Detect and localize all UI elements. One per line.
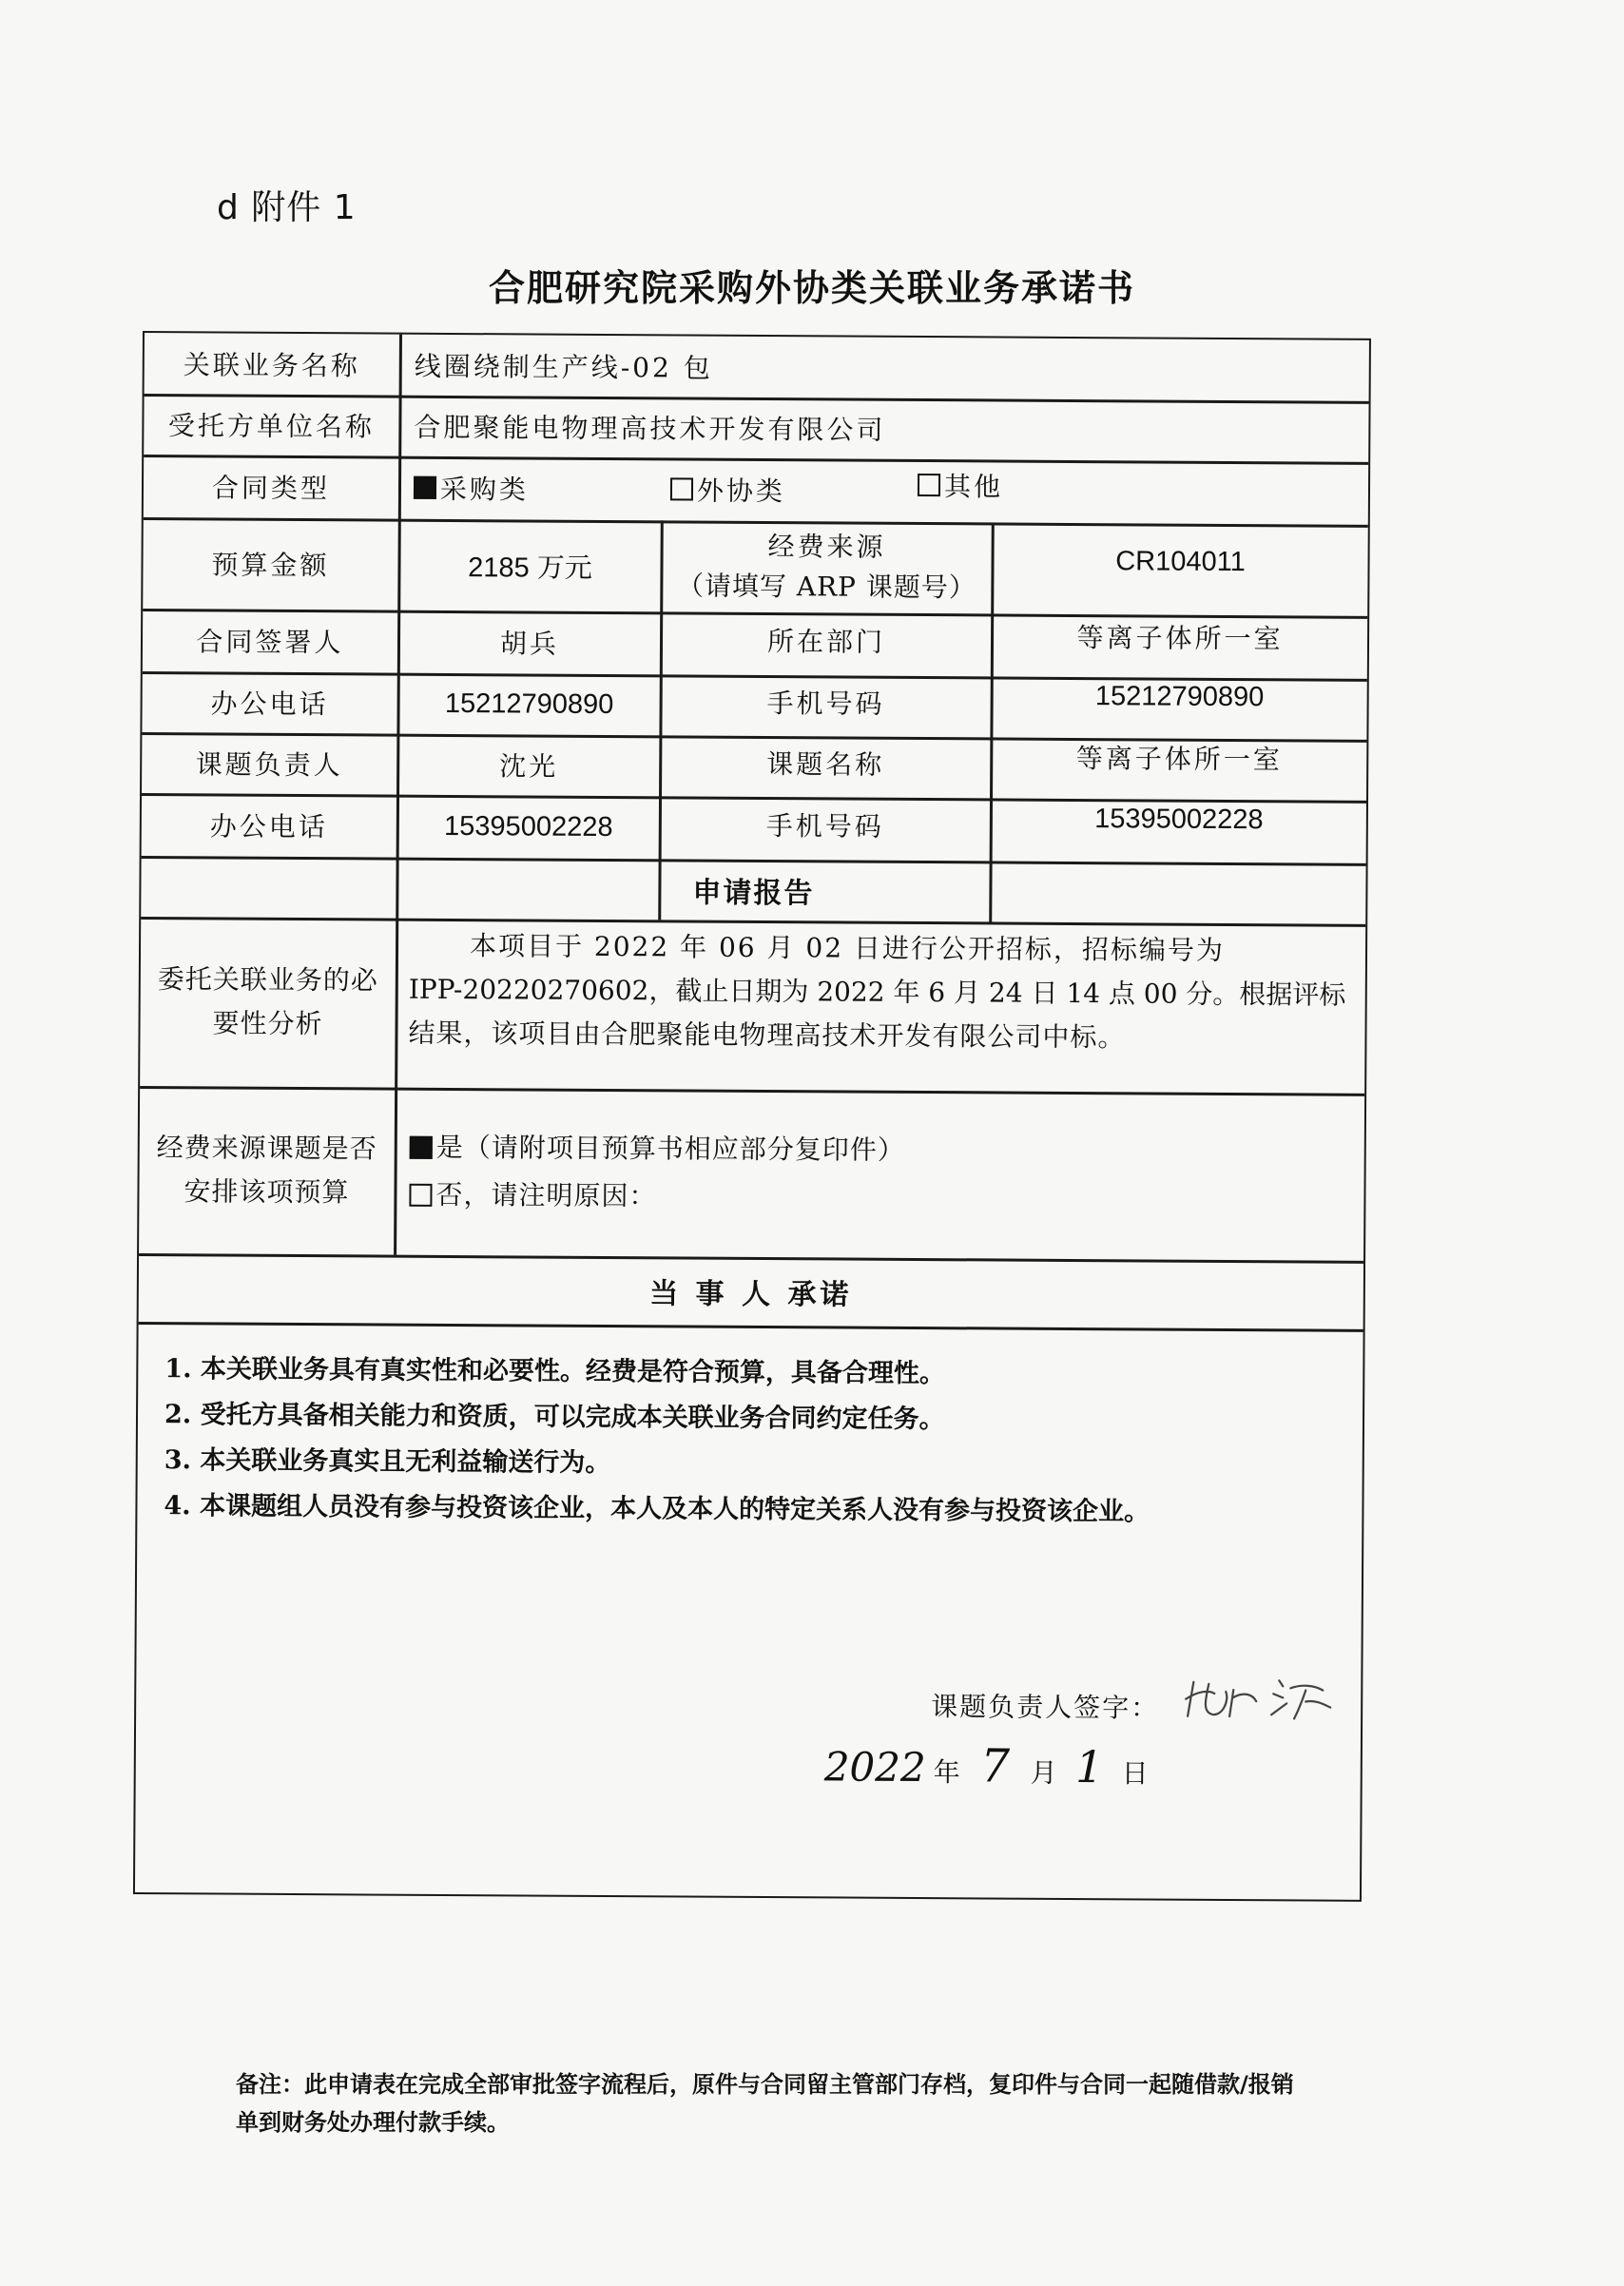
business-name-value: 线圈绕制生产线-02 包 bbox=[414, 350, 713, 384]
mobile-label: 手机号码 bbox=[766, 688, 885, 720]
commitment-form bbox=[133, 331, 1371, 1902]
date-day-unit: 日 bbox=[1121, 1757, 1150, 1790]
office-phone-2-value: 15395002228 bbox=[444, 810, 613, 843]
mobile-2-label: 手机号码 bbox=[765, 810, 884, 843]
date-month: 7 bbox=[980, 1739, 1013, 1793]
date-month-unit: 月 bbox=[1030, 1756, 1059, 1789]
option-purchase-label: 采购类 bbox=[439, 473, 530, 506]
office-phone-label: 办公电话 bbox=[210, 688, 329, 721]
funding-source-label-line1: 经费来源 bbox=[767, 531, 886, 563]
date-year-unit: 年 bbox=[933, 1756, 962, 1789]
funding-source-label-line2: （请填写 ARP 课题号） bbox=[676, 570, 976, 604]
commitment-item: 1. 本关联业务具有真实性和必要性。经费是符合预算，具备合理性。 bbox=[164, 1354, 946, 1389]
footnote bbox=[236, 2065, 1396, 2141]
handwritten-signature bbox=[1180, 1673, 1351, 1729]
necessity-text-line3: 结果，该项目由合肥聚能电物理高技术开发有限公司中标。 bbox=[408, 1017, 1126, 1054]
funding-arranged-label bbox=[139, 1086, 395, 1255]
checkbox-icon bbox=[670, 477, 693, 500]
department-value: 等离子体所一室 bbox=[1076, 622, 1284, 655]
option-other-label: 其他 bbox=[943, 471, 1004, 503]
funding-no-option[interactable] bbox=[409, 1172, 1350, 1225]
necessity-label-line2: 要性分析 bbox=[212, 1007, 323, 1040]
funding-yes-label: 是（请附项目预算书相应部分复印件） bbox=[435, 1131, 905, 1166]
attachment-label: d 附件 1 bbox=[217, 188, 357, 227]
funding-arranged-label-line2: 安排该项预算 bbox=[184, 1175, 350, 1209]
office-phone-value: 15212790890 bbox=[444, 688, 614, 720]
budget-label: 预算金额 bbox=[211, 549, 330, 582]
commitment-heading: 当 事 人 承诺 bbox=[649, 1277, 853, 1312]
footnote-line1: 备注：此申请表在完成全部审批签字流程后，原件与合同留主管部门存档，复印件与合同一起随借款/报销 bbox=[236, 2071, 1294, 2098]
project-lead-label: 课题负责人 bbox=[195, 748, 343, 782]
contract-type-option-outsourcing[interactable] bbox=[657, 457, 895, 522]
commitment-list bbox=[164, 1346, 1334, 1537]
commitment-item: 4. 本课题组人员没有参与投资该企业，本人及本人的特定关系人没有参与投资该企业。 bbox=[164, 1491, 1150, 1527]
trustee-label: 受托方单位名称 bbox=[167, 410, 375, 443]
department-label: 所在部门 bbox=[766, 626, 886, 658]
checked-box-icon bbox=[414, 476, 436, 499]
contract-type-label: 合同类型 bbox=[211, 472, 331, 505]
contract-type-option-other[interactable] bbox=[904, 454, 1142, 518]
option-outsourcing-label: 外协类 bbox=[696, 475, 786, 508]
necessity-text-line1: 本项目于 2022 年 06 月 02 日进行公开招标，招标编号为 bbox=[469, 930, 1226, 966]
funding-source-label bbox=[662, 520, 992, 613]
project-name-label: 课题名称 bbox=[766, 748, 885, 781]
checkbox-icon bbox=[409, 1184, 432, 1207]
application-report-heading: 申请报告 bbox=[692, 876, 815, 911]
page-title: 合肥研究院采购外协类关联业务承诺书 bbox=[488, 267, 1135, 309]
project-name-value: 等离子体所一室 bbox=[1075, 743, 1283, 776]
signature-date bbox=[824, 1738, 1150, 1793]
commitment-item: 2. 受托方具备相关能力和资质，可以完成本关联业务合同约定任务。 bbox=[164, 1400, 945, 1435]
necessity-text bbox=[408, 924, 1356, 1061]
signature-label: 课题负责人签字： bbox=[931, 1691, 1160, 1724]
checked-box-icon bbox=[410, 1136, 433, 1159]
funding-arranged-label-line1: 经费来源课题是否 bbox=[156, 1132, 377, 1165]
checkbox-icon bbox=[918, 474, 940, 496]
project-lead-value: 沈光 bbox=[499, 750, 559, 783]
footnote-line2: 单到财务处办理付款手续。 bbox=[236, 2109, 510, 2136]
date-day: 1 bbox=[1074, 1741, 1106, 1793]
necessity-label bbox=[140, 917, 396, 1088]
budget-value: 2185 万元 bbox=[468, 552, 592, 584]
funding-no-label: 否，请注明原因： bbox=[435, 1178, 657, 1212]
business-name-label: 关联业务名称 bbox=[183, 349, 360, 382]
mobile-2-value: 15395002228 bbox=[1094, 803, 1264, 835]
contract-type-option-purchase[interactable] bbox=[400, 456, 638, 521]
date-year: 2022 bbox=[823, 1743, 926, 1792]
commitment-item: 3. 本关联业务真实且无利益输送行为。 bbox=[164, 1445, 611, 1479]
funding-yes-option[interactable] bbox=[410, 1124, 1351, 1177]
office-phone-2-label: 办公电话 bbox=[209, 810, 328, 843]
necessity-label-line1: 委托关联业务的必 bbox=[157, 963, 378, 997]
funding-arranged-options bbox=[409, 1124, 1351, 1225]
necessity-text-line2: IPP-20220270602，截止日期为 2022 年 6 月 24 日 14 点 00 分。根据评标 bbox=[408, 973, 1346, 1011]
signer-label: 合同签署人 bbox=[196, 626, 344, 659]
mobile-value: 15212790890 bbox=[1094, 680, 1265, 712]
funding-source-value: CR104011 bbox=[1115, 545, 1246, 577]
trustee-value: 合肥聚能电物理高技术开发有限公司 bbox=[414, 411, 886, 446]
signer-value: 胡兵 bbox=[499, 628, 560, 660]
